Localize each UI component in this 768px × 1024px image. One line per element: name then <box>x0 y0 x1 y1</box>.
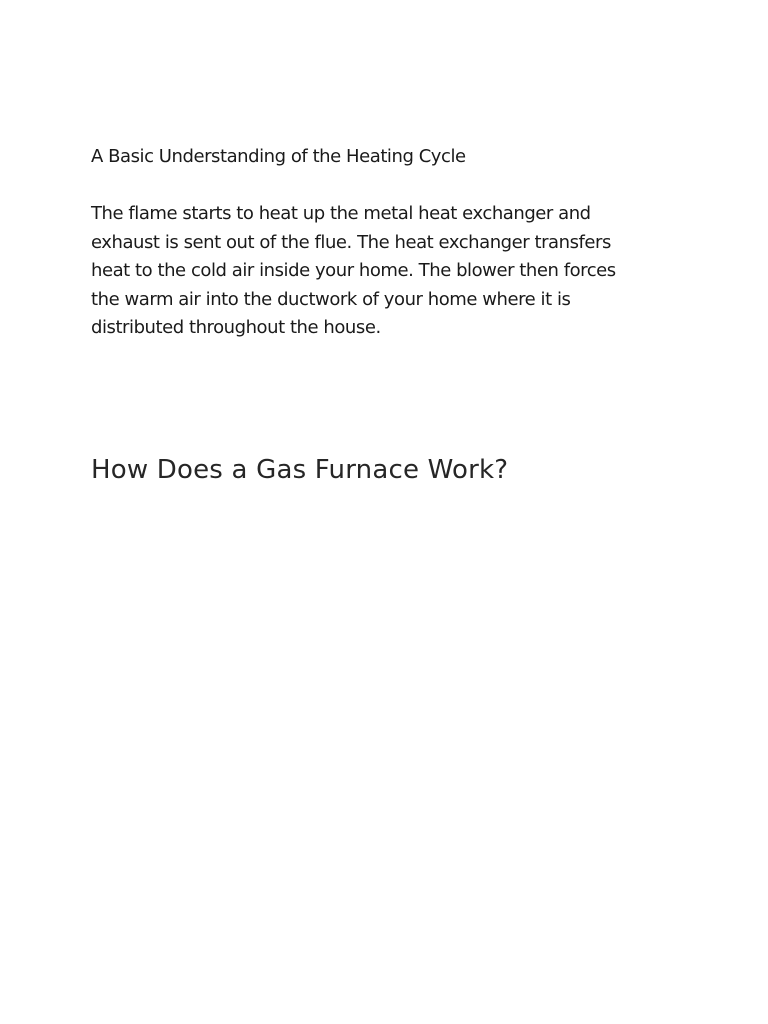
paragraph-line: distributed throughout the house. <box>91 317 381 338</box>
paragraph-line: heat to the cold air inside your home. The blower then forces <box>91 260 616 281</box>
section-subtitle: A Basic Understanding of the Heating Cycle <box>91 146 466 167</box>
paragraph-line: The flame starts to heat up the metal heat exchanger and <box>91 203 591 224</box>
page-heading: How Does a Gas Furnace Work? <box>91 455 509 485</box>
body-paragraph <box>91 200 671 343</box>
paragraph-line: exhaust is sent out of the flue. The heat exchanger transfers <box>91 231 611 253</box>
paragraph-line: the warm air into the ductwork of your home where it is <box>91 288 571 310</box>
